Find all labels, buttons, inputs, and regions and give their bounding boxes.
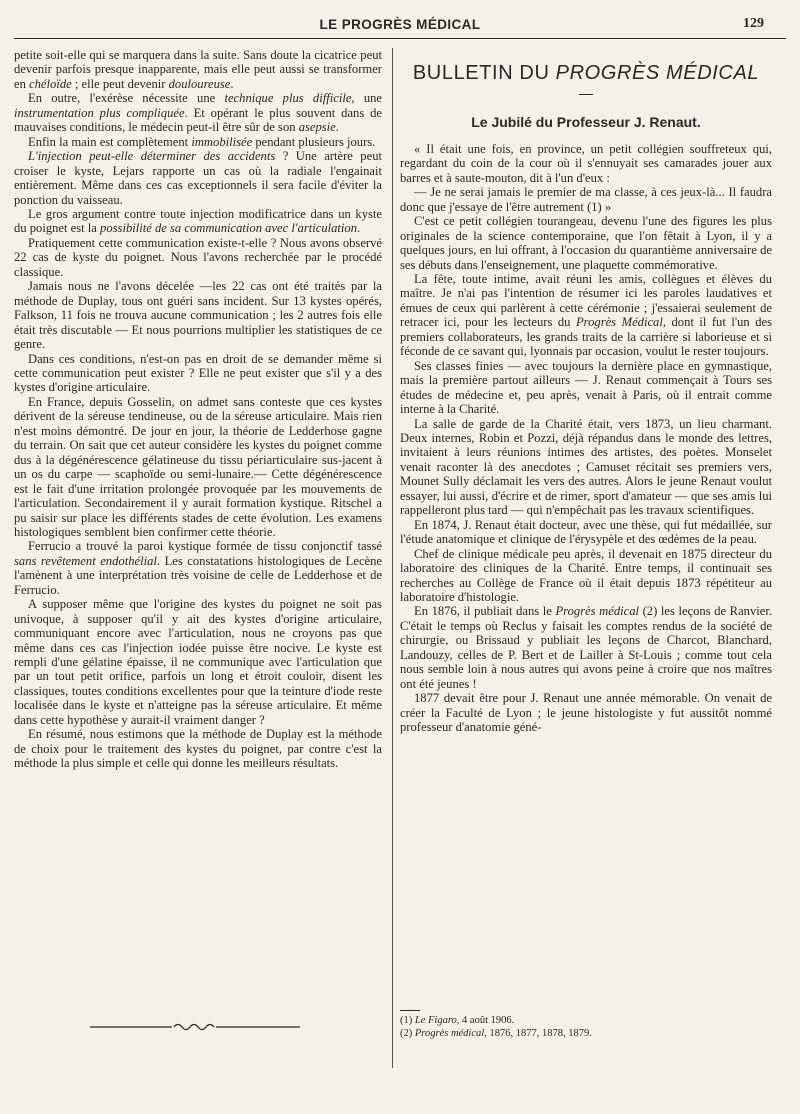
paragraph: C'est ce petit collégien tourangeau, devenu l'une des figures les plus originales de la science contemporaine, que l'on fêtait à Lyon, il y a quelques jours, en lui offrant, à l'occasion du quarantième anniversaire de ses débuts dans l'enseignement, une plaquette commémorative. (400, 214, 772, 272)
paragraph: Enfin la main est complètement immobilisée pendant plusieurs jours. (28, 134, 376, 149)
paragraph: La salle de garde de la Charité était, vers 1873, un lieu charmant. Deux internes, Robin et Pozzi, déjà répandus dans le monde des lettres, invitaient à leurs réunions intimes des artistes, des poètes. Monselet venait raconter là des anecdotes ; Camuset récitait ses premiers vers, Mounet Sully déclamait les vers des autres. Alors le jeune Renaut voulut essayer, lui aussi, d'écrire et de rimer, sport d'amateur — que ses amis lui rappelleront plus tard — qui n'empêchait pas les travaux scientifiques. (400, 416, 772, 518)
paragraph: « Il était une fois, en province, un petit collégien souffreteux qui, regardant du coin de la cour où il s'ennuyait ses camarades jouer aux barres et à saute-mouton, dit à l'un d'eux : (400, 141, 772, 185)
footnote: (2) Progrès médical, 1876, 1877, 1878, 1879. (400, 1027, 592, 1039)
paragraph: Ses classes finies — avec toujours la dernière place en gymnastique, mais la première partout ailleurs — J. Renaut commençait à Tours ses études de médecine et, peu après, venait à Paris, où il entrait comme interne à la Charité. (400, 358, 772, 417)
paragraph: A supposer même que l'origine des kystes du poignet ne soit pas univoque, à supposer qu'il y ait des kystes d'origine articulaire, communiquant encore avec l'articulation, nous ne croyons pas que même dans ces cas l'injection iodée puisse être nocive. Le kyste est rempli d'une gélatine épaisse, il ne communique avec l'articulation que par un tout petit orifice, parfois un long et étroit couloir, disent les classiques, toutes conditions excellentes pour que la teinture d'iode reste localisée dans le kyste et n'atteigne pas la séreuse articulaire. Et même dans cette hypothèse y aurait-il vraiment danger ? (14, 597, 382, 727)
page-number: 129 (743, 16, 764, 31)
paragraph: Jamais nous ne l'avons décelée —les 22 cas ont été traités par la méthode de Duplay, tous ont guéri sans incident. Sur 13 kystes opérés, Falkson, 11 fois ne trouva aucune communication ; les 2 autres fois elle était très discutable — Et nous pourrions multiplier les statistiques de ce genre. (14, 279, 382, 352)
paragraph: En 1874, J. Renaut était docteur, avec une thèse, qui fut médaillée, sur l'étude anatomique et clinique de l'érysypèle et des œdèmes de la peau. (400, 517, 772, 547)
running-title: LE PROGRÈS MÉDICAL (319, 17, 481, 32)
paragraph: — Je ne serai jamais le premier de ma classe, à ces jeux-là... Il faudra donc que j'essaye de l'être autrement (1) » (400, 185, 772, 214)
paragraph: Chef de clinique médicale peu après, il devenait en 1875 directeur du laboratoire des cliniques de la Charité. Entre temps, il continuait ses recherches au Collège de France où il était depuis 1873 répétiteur au laboratoire d'histologie. (400, 546, 772, 604)
paragraph: 1877 devait être pour J. Renaut une année mémorable. On venait de créer la Faculté de Lyon ; le jeune histologiste y fut aussitôt nommé professeur d'anatomie géné- (400, 691, 772, 735)
footnotes (400, 1010, 772, 1040)
heading-rule (579, 94, 593, 95)
paragraph: En 1876, il publiait dans le Progrès médical (2) les leçons de Ranvier. C'était le temps où Reclus y faisait les comptes rendus de la société de chirurgie, ou Brissaud y publiait les leçons de Charcot, Blanchard, Landouzy, celles de P. Bert et de Lailler à St-Louis ; comme tout cela nous semble loin à nous autres qui avons peine à croire que nos maîtres ont été jeunes ! (400, 604, 772, 691)
bulletin-heading: BULLETIN DU PROGRÈS MÉDICAL (412, 62, 760, 84)
paragraph: Dans ces conditions, n'est-on pas en droit de se demander même si cette communication peut exister ? Elle ne peut exister que s'il y a des kystes d'origine articulaire. (14, 351, 382, 395)
paragraph: Ferrucio a trouvé la paroi kystique formée de tissu conjonctif tassé sans revêtement endothélial. Les constatations histologiques de Lecène l'amènent à une interprétation très voisine de celle de Ledderhose et de Ferrucio. (14, 539, 383, 597)
left-column (14, 48, 382, 771)
article-title: Le Jubilé du Professeur J. Renaut. (471, 114, 701, 131)
right-column (400, 48, 772, 734)
footnote-rule (400, 1010, 420, 1011)
paragraph: L'injection peut-elle déterminer des accidents ? Une artère peut croiser le kyste, Lejars rapporte un cas où la radiale l'engainait entièrement. Même dans ces cas exceptionnels il sera facile d'éviter la ponction du vaisseau. (14, 149, 382, 207)
paragraph: Pratiquement cette communication existe-t-elle ? Nous avons observé 22 cas de kyste du poignet. Nous l'avons recherchée par le procédé classique. (14, 235, 382, 279)
column-divider (392, 48, 393, 1068)
paragraph: En résumé, nous estimons que la méthode de Duplay est la méthode de choix pour le traitement des kystes du poignet, par contre c'est la méthode la plus simple et celle qui donne les meilleurs résultats. (14, 727, 382, 771)
footnote: (1) Le Figaro, 4 août 1906. (400, 1015, 515, 1026)
end-ornament (90, 1020, 300, 1034)
paragraph: En outre, l'exérèse nécessite une technique plus difficile, une instrumentation plus compliquée. Et opérant le plus souvent dans de mauvaises conditions, le médecin peut-il être sûr de son asepsie. (14, 91, 383, 135)
paragraph: En France, depuis Gosselin, on admet sans conteste que ces kystes dérivent de la séreuse tendineuse, ou de la séreuse articulaire. Mais rien n'est moins démontré. De jour en jour, la théorie de Ledderhose gagne du terrain. On sait que cet auteur considère les kystes du poignet comme dus à la dégénérescence gélatineuse du tissu périarticulaire sus-jacent à un os du carpe — scaphoïde ou semi-lunaire.— Cette dégénérescence est le fait d'une irritation prolongée provoquée par les mouvements de l'articulation. Secondairement il y aurait formation kystique. Ritschel a pu saisir sur place les différents stades de cette évolution. Les examens histologiques semblent bien confirmer cette théorie. (14, 394, 382, 539)
paragraph: Le gros argument contre toute injection modificatrice dans un kyste du poignet est la possibilité de sa communication avec l'articulation. (14, 206, 382, 236)
header-rule (14, 38, 786, 39)
page-header (0, 14, 800, 38)
paragraph: La fête, toute intime, avait réuni les amis, collègues et élèves du maître. Je n'ai pas l'intention de résumer ici les paroles laudatives et émues de ceux qui parlèrent à cette cérémonie ; j'essaierai seulement de retracer ici, pour les lecteurs du Progrès Médical, dont il fut l'un des premiers collaborateurs, les grands traits de la carrière si laborieuse et si féconde de ce savant qui, lyonnais par occasion, voulut le rester toujours. (400, 271, 772, 359)
paragraph: petite soit-elle qui se marquera dans la suite. Sans doute la cicatrice peut devenir parfois presque inapparente, mais elle peut aussi se transformer en chéloïde ; elle peut devenir douloureuse. (14, 48, 382, 91)
